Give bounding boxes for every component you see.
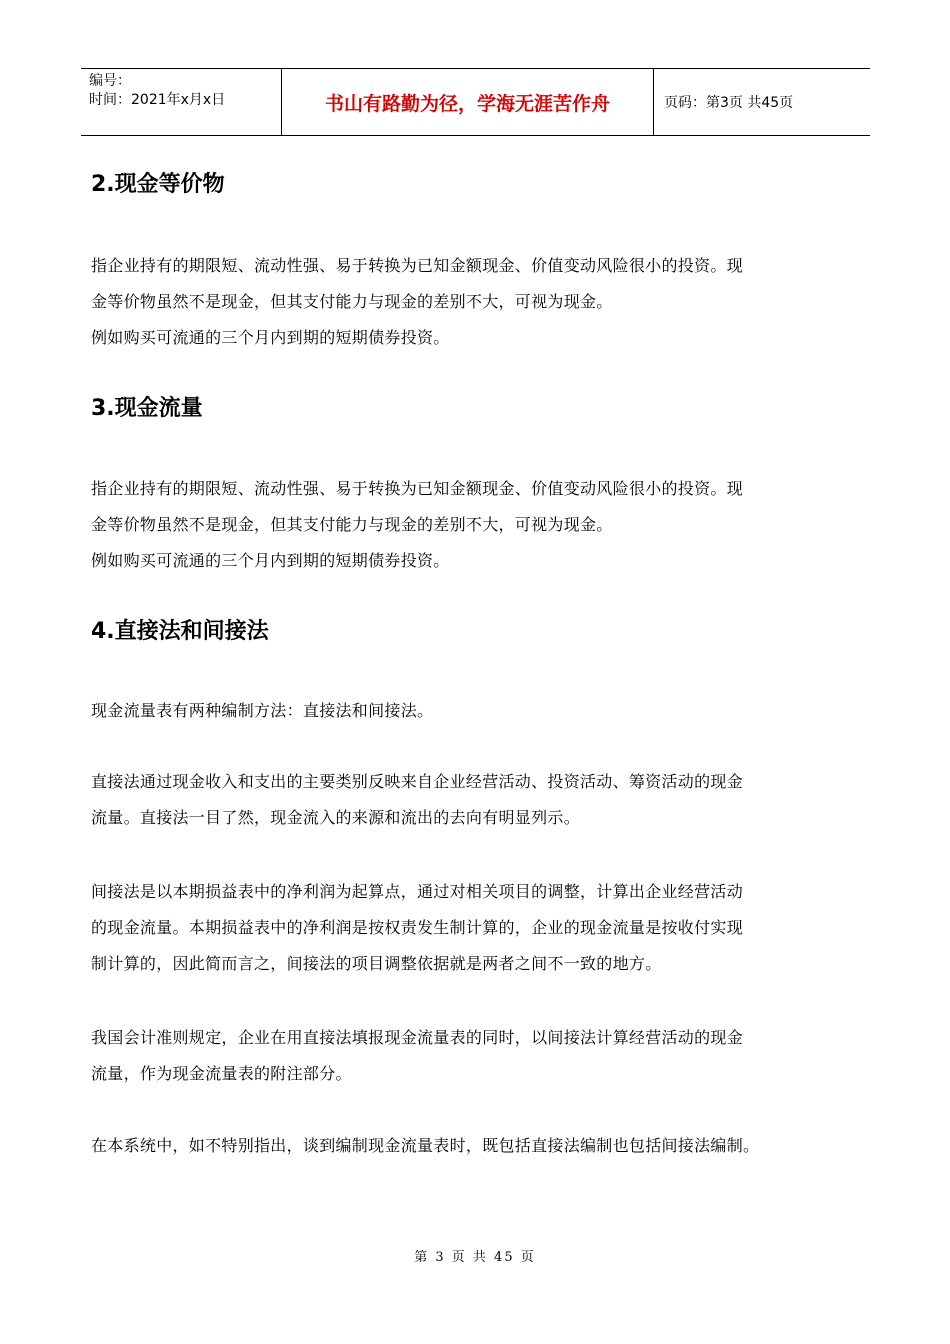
paragraph-line: 例如购买可流通的三个月内到期的短期债券投资。 <box>91 328 450 347</box>
paragraph-line: 直接法通过现金收入和支出的主要类别反映来自企业经营活动、投资活动、筹资活动的现金 <box>91 772 744 791</box>
section-heading-direct-indirect: 4.直接法和间接法 <box>91 619 269 644</box>
page-header <box>81 68 870 136</box>
paragraph-line: 现金流量表有两种编制方法：直接法和间接法。 <box>91 701 434 720</box>
paragraph-direct-method <box>91 764 871 836</box>
paragraph-line: 制计算的，因此简而言之，间接法的项目调整依据就是两者之间不一致的地方。 <box>91 954 662 973</box>
paragraph-line: 例如购买可流通的三个月内到期的短期债券投资。 <box>91 551 450 570</box>
paragraph-system-note <box>91 1128 871 1164</box>
header-page-info: 页码：第3页 共45页 <box>664 95 794 111</box>
paragraph-line: 我国会计准则规定，企业在用直接法填报现金流量表的同时，以间接法计算经营活动的现金 <box>91 1028 744 1047</box>
paragraph-line: 的现金流量。本期损益表中的净利润是按权责发生制计算的，企业的现金流量是按收付实现 <box>91 918 744 937</box>
paragraph-line: 在本系统中，如不特别指出，谈到编制现金流量表时，既包括直接法编制也包括间接法编制。 <box>91 1136 760 1155</box>
document-number-label: 编号： <box>89 73 131 89</box>
section-body-cash-equivalents <box>91 248 871 356</box>
section-body-cash-flow <box>91 471 871 579</box>
document-time-label: 时间：2021年x月x日 <box>89 92 226 108</box>
paragraph-line: 流量。直接法一目了然，现金流入的来源和流出的去向有明显列示。 <box>91 808 581 827</box>
page-footer: 第 3 页 共 45 页 <box>414 1250 536 1265</box>
paragraph-line: 金等价物虽然不是现金，但其支付能力与现金的差别不大，可视为现金。 <box>91 515 613 534</box>
header-meta <box>81 69 282 135</box>
paragraph-methods-intro <box>91 693 871 729</box>
paragraph-line: 间接法是以本期损益表中的净利润为起算点，通过对相关项目的调整，计算出企业经营活动 <box>91 882 744 901</box>
paragraph-accounting-standards <box>91 1020 871 1092</box>
paragraph-indirect-method <box>91 874 871 982</box>
section-heading-cash-equivalents: 2.现金等价物 <box>91 172 225 197</box>
paragraph-line: 指企业持有的期限短、流动性强、易于转换为已知金额现金、价值变动风险很小的投资。现 <box>91 256 744 275</box>
section-heading-cash-flow: 3.现金流量 <box>91 396 203 421</box>
paragraph-line: 金等价物虽然不是现金，但其支付能力与现金的差别不大，可视为现金。 <box>91 292 613 311</box>
paragraph-line: 指企业持有的期限短、流动性强、易于转换为已知金额现金、价值变动风险很小的投资。现 <box>91 479 744 498</box>
paragraph-line: 流量，作为现金流量表的附注部分。 <box>91 1064 352 1083</box>
header-motto: 书山有路勤为径，学海无涯苦作舟 <box>282 69 654 135</box>
